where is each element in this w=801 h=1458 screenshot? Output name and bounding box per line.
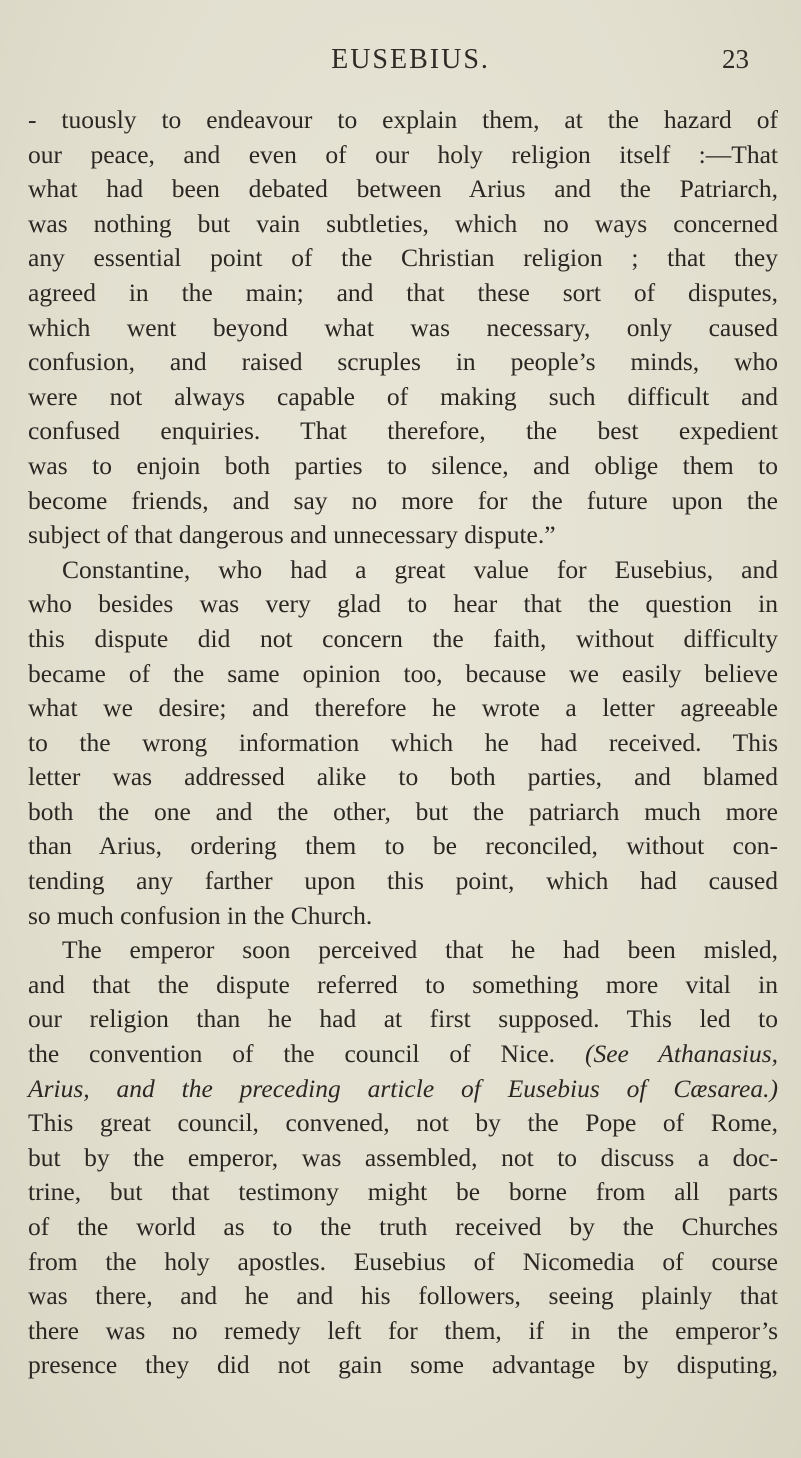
page-number: 23 [722,44,749,74]
text-line: what we desire; and therefore he wrote a letter agreeable [28,693,778,723]
text-line: agreed in the main; and that these sort of disputes, [28,277,778,307]
text-line: was there, and he and his followers, seeing plainly that [28,1281,778,1311]
text-line: tending any farther upon this point, which had caused [28,866,778,896]
paragraph-end-line: so much confusion in the Church. [28,900,373,930]
text-line: both the one and the other, but the patriarch much more [28,796,778,826]
running-head-title: EUSEBIUS. [331,44,490,75]
text-line: of the world as to the truth received by the Churches [28,1212,778,1241]
text-line: from the holy apostles. Eusebius of Nicomedia of course [28,1246,778,1276]
body-text [28,103,778,1383]
text-line: but by the emperor, was assembled, not to discuss a doc- [28,1142,778,1172]
citation-fragment: (See Athanasius, [584,1039,779,1069]
text-line: - tuously to endeavour to explain them, at the hazard of [28,105,778,134]
running-head [50,44,771,84]
text-line: who besides was very glad to hear that the question in [28,589,778,619]
text-line: trine, but that testimony might be borne from all parts [28,1177,778,1207]
citation-line [28,1072,778,1107]
text-line: confusion, and raised scruples in people’s minds, who [28,347,778,377]
text-line: our peace, and even of our holy religion itself :—That [28,139,778,169]
paragraph-end-line: subject of that dangerous and unnecessary dispute.” [28,520,556,550]
paragraph-start-line: Constantine, who had a great value for Eusebius, and [62,554,778,584]
text-line: presence they did not gain some advantage by disputing, [28,1350,778,1380]
text-line: confused enquiries. That therefore, the best expedient [28,416,778,446]
citation-text: Arius, and the preceding article of Eusebius of Cæsarea.) [28,1073,778,1103]
text-line: and that the dispute referred to something more vital in [28,969,778,999]
paragraph-start-line: The emperor soon perceived that he had been misled, [62,935,778,965]
text-line: this dispute did not concern the faith, without difficulty [28,623,778,653]
text-line-with-citation [28,1037,778,1072]
text-fragment: the convention of the council of Nice. [28,1039,556,1069]
text-line: was to enjoin both parties to silence, and oblige them to [28,450,778,480]
text-line: our religion than he had at first supposed. This led to [28,1004,778,1034]
text-line: became of the same opinion too, because we easily believe [28,658,778,688]
text-line: This great council, convened, not by the Pope of Rome, [28,1108,778,1138]
text-line: than Arius, ordering them to be reconciled, without con- [28,831,778,861]
text-line: letter was addressed alike to both parties, and blamed [28,762,778,792]
text-line: become friends, and say no more for the future upon the [28,485,778,515]
text-line: to the wrong information which he had received. This [28,727,778,757]
text-line: was nothing but vain subtleties, which no ways concerned [28,208,778,238]
text-line: were not always capable of making such difficult and [28,381,778,411]
text-line: there was no remedy left for them, if in the emperor’s [28,1315,778,1345]
text-line: what had been debated between Arius and the Patriarch, [28,174,778,204]
text-line: any essential point of the Christian religion ; that they [28,243,778,273]
text-line: which went beyond what was necessary, only caused [28,312,778,342]
